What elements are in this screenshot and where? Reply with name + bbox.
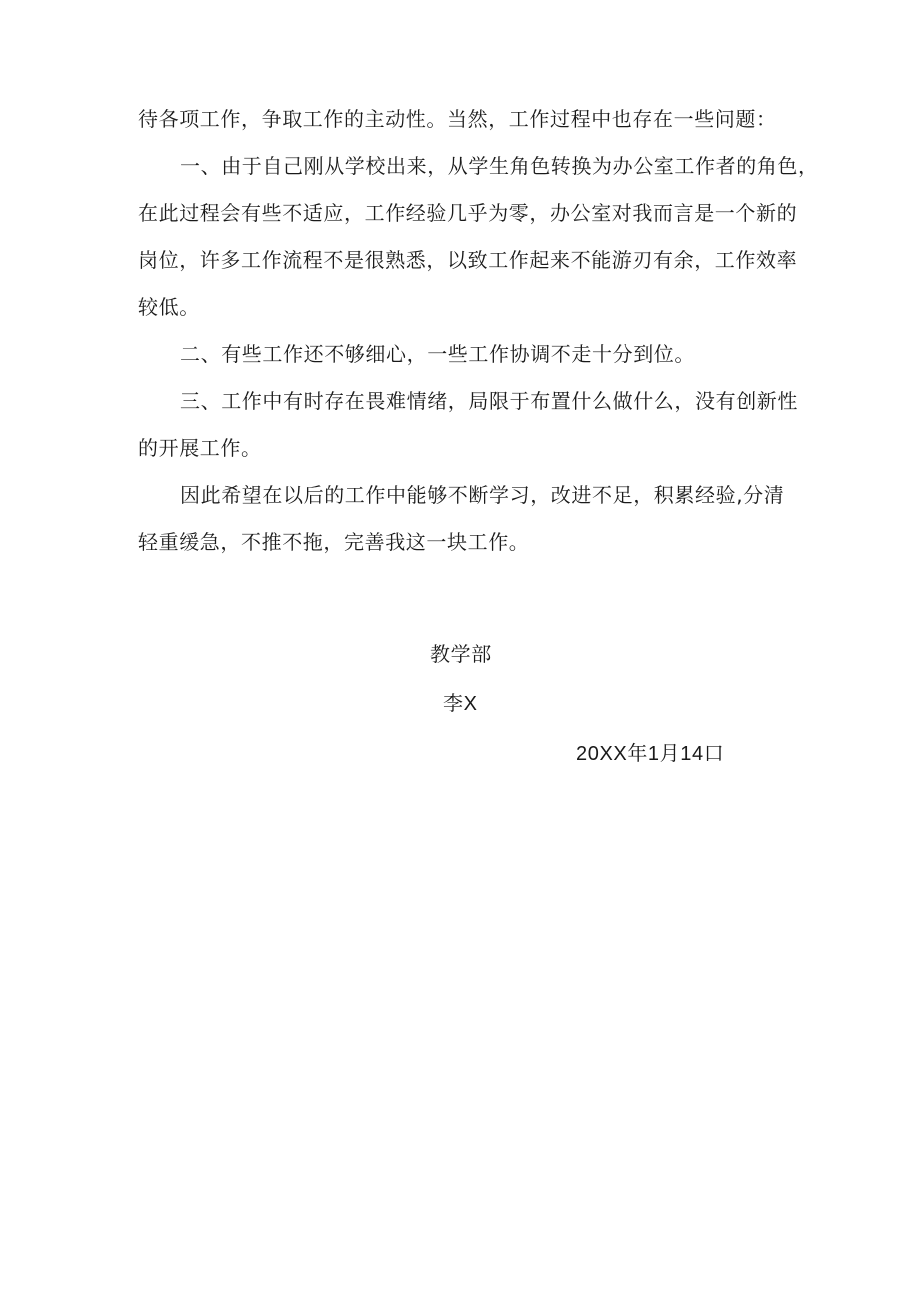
- paragraph-line: 岗位，许多工作流程不是很熟悉，以致工作起来不能游刃有余，工作效率: [138, 248, 798, 272]
- paragraph-line: 三、工作中有时存在畏难情绪，局限于布置什么做什么，没有创新性: [180, 389, 798, 413]
- document-body: [138, 96, 819, 566]
- paragraph-line: 较低。: [138, 295, 200, 319]
- paragraph-line: 二、有些工作还不够细心，一些工作协调不走十分到位。: [180, 342, 695, 366]
- signature-name: 李X: [443, 693, 478, 715]
- signature-department: 教学部: [430, 642, 492, 666]
- paragraph-issue-2: [138, 331, 788, 378]
- paragraph-line: 一、由于自己刚从学校出来，从学生角色转换为办公室工作者的角色，: [180, 154, 819, 178]
- paragraph-intro: [138, 96, 788, 143]
- paragraph-line: 因此希望在以后的工作中能够不断学习，改进不足，积累经验,分清: [180, 483, 785, 507]
- paragraph-issue-1: [138, 143, 819, 331]
- paragraph-conclusion: [138, 472, 788, 566]
- paragraph-line: 的开展工作。: [138, 436, 262, 460]
- paragraph-line: 轻重缓急，不推不拖，完善我这一块工作。: [138, 530, 530, 554]
- paragraph-line: 待各项工作，争取工作的主动性。当然，工作过程中也存在一些问题：: [138, 107, 777, 131]
- paragraph-line: 在此过程会有些不适应，工作经验几乎为零，办公室对我而言是一个新的: [138, 201, 798, 225]
- signature-date: 20XX年1月14口: [576, 743, 725, 765]
- paragraph-issue-3: [138, 378, 798, 472]
